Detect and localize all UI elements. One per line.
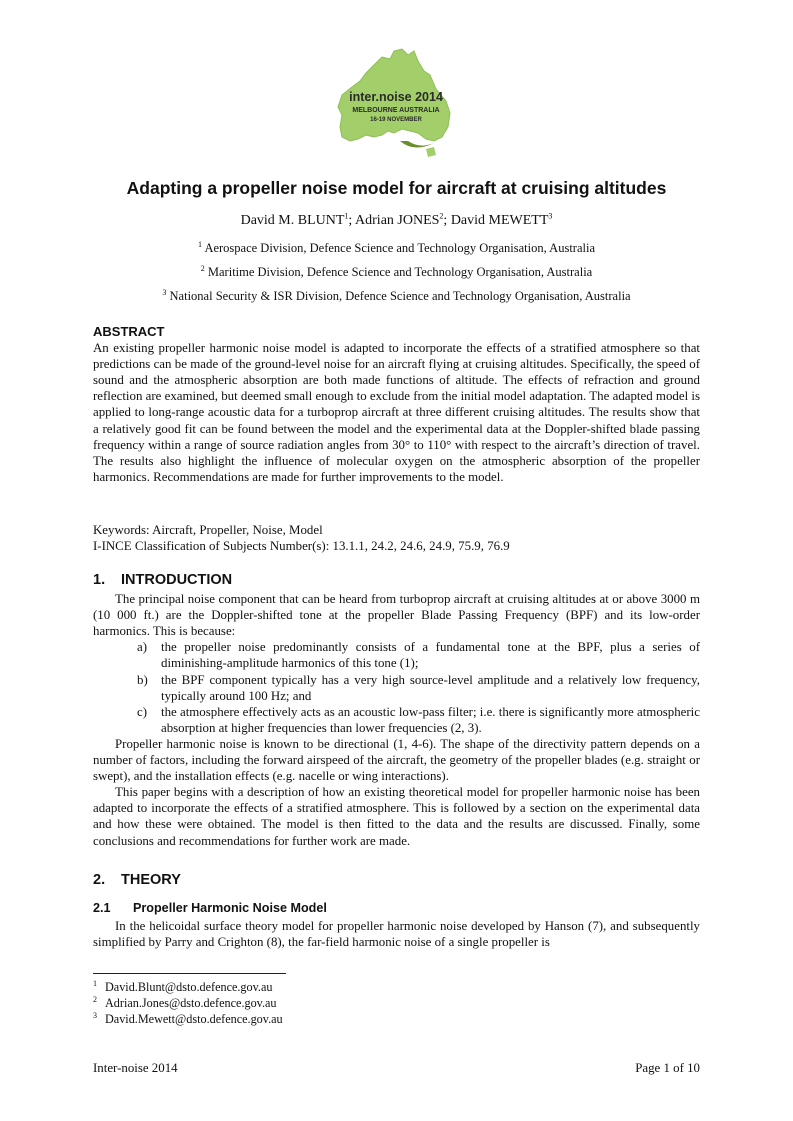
author-3-sup: 3 bbox=[548, 211, 553, 221]
boomerang-icon bbox=[400, 141, 434, 148]
logo-line3: 16-19 NOVEMBER bbox=[370, 117, 422, 123]
footnote-3-email: David.Mewett@dsto.defence.gov.au bbox=[105, 1012, 283, 1026]
list-item bbox=[93, 639, 700, 671]
affiliation-2-text: Maritime Division, Defence Science and Technology Organisation, Australia bbox=[207, 265, 593, 279]
footnote-1-email: David.Blunt@dsto.defence.gov.au bbox=[105, 980, 273, 994]
subsection-2-1-number: 2.1 bbox=[93, 901, 111, 916]
logo-line2: MELBOURNE AUSTRALIA bbox=[352, 107, 440, 114]
footnote-2-email: Adrian.Jones@dsto.defence.gov.au bbox=[105, 996, 277, 1010]
section-1-title: INTRODUCTION bbox=[121, 572, 233, 588]
conference-logo bbox=[330, 45, 462, 163]
subsection-2-1-title: Propeller Harmonic Noise Model bbox=[133, 901, 327, 916]
author-2-sup: 2 bbox=[439, 211, 444, 221]
section-2-heading bbox=[93, 872, 700, 888]
classification: I-INCE Classification of Subjects Number(s): 13.1.1, 24.2, 24.6, 24.9, 75.9, 76.9 bbox=[93, 539, 510, 554]
list-item bbox=[93, 704, 700, 736]
list-item-text: the atmosphere effectively acts as an acoustic low-pass filter; i.e. there is significantly more atmospheric absorption at higher frequencies than lower frequencies (2, 3). bbox=[161, 704, 700, 735]
footnote-1: $^1$ David.Blunt@dsto.defence.gov.au bbox=[93, 978, 273, 994]
intro-paragraph-2: Propeller harmonic noise is known to be directional (1, 4-6). The shape of the directivity pattern depends on a number of factors, including the forward airspeed of the aircraft, the geometry of the propeller blades (e.g. straight or swept), and the installation effects (e.g. nacelle or wing interactions). bbox=[93, 736, 700, 784]
abstract-heading: ABSTRACT bbox=[93, 324, 165, 339]
author-list bbox=[60, 213, 733, 229]
list-item-text: the BPF component typically has a very high source-level amplitude and a relatively low frequency, typically around 100 Hz; and bbox=[161, 672, 700, 703]
subsection-2-1-heading bbox=[93, 900, 700, 916]
section-introduction bbox=[93, 572, 700, 849]
keywords-block bbox=[93, 522, 700, 554]
affiliation-1 bbox=[40, 241, 753, 256]
list-item-text: the propeller noise predominantly consists of a fundamental tone at the BPF, plus a series of diminishing-amplitude harmonics of this tone (1); bbox=[161, 640, 700, 671]
list-marker: b) bbox=[137, 672, 148, 687]
list-item bbox=[93, 672, 700, 704]
author-2-name: Adrian JONES bbox=[355, 213, 440, 228]
author-3-name: David MEWETT bbox=[450, 213, 549, 228]
abstract-text: An existing propeller harmonic noise model is adapted to incorporate the effects of a stratified atmosphere so that predictions can be made of the ground-level noise for an aircraft flying at cruising altitudes. Specifically, the speed of sound and the atmospheric absorption are both made functions of altitude. The effects of refraction and ground reflection are examined, but deemed small enough to exclude from the initial model adaptation. The adapted model is applied to long-range acoustic data for a turboprop aircraft at three different cruising altitudes. The results show that a relatively good fit can be found between the model and the experimental data at the Doppler-shifted blade passing frequency within a range of source radiation angles from 30° to 110° with respect to the aircraft’s direction of travel. The results also highlight the influence of molecular oxygen on the atmospheric absorption of the propeller harmonics. Recommendations are made for further improvements to the model. bbox=[93, 341, 700, 484]
affiliation-3-sup: 3 bbox=[162, 287, 167, 297]
author-1-name: David M. BLUNT bbox=[240, 213, 345, 228]
affiliation-1-sup: 1 bbox=[198, 239, 202, 249]
section-1-heading bbox=[93, 572, 700, 588]
affiliation-1-text: Aerospace Division, Defence Science and Technology Organisation, Australia bbox=[204, 241, 595, 255]
list-marker: c) bbox=[137, 704, 148, 719]
author-sep: ; bbox=[348, 213, 356, 228]
affiliation-3 bbox=[40, 289, 753, 304]
footnote-rule bbox=[93, 973, 286, 974]
keywords: Keywords: Aircraft, Propeller, Noise, Model bbox=[93, 523, 323, 537]
paper-title: Adapting a propeller noise model for aircraft at cruising altitudes bbox=[126, 178, 667, 198]
intro-paragraph-3: This paper begins with a description of how an existing theoretical model for propeller harmonic noise has been adapted to incorporate the effects of a stratified atmosphere. This is followed by a section on the experimental data and how these were obtained. The model is then fitted to the data and the results are discussed. Finally, some conclusions and recommendations for further work are made. bbox=[93, 785, 700, 848]
footer-page-number: Page 1 of 10 bbox=[635, 1061, 700, 1075]
author-sep: ; bbox=[443, 213, 451, 228]
affiliation-2 bbox=[40, 265, 753, 280]
section-1-number: 1. bbox=[93, 572, 106, 588]
section-theory bbox=[93, 872, 700, 950]
theory-paragraph-1: In the helicoidal surface theory model for propeller harmonic noise developed by Hanson (7), and subsequently simplified by Parry and Crighton (8), the far-field harmonic noise of a single propeller is bbox=[93, 919, 700, 950]
section-2-number: 2. bbox=[93, 872, 106, 888]
author-1-sup: 1 bbox=[344, 211, 349, 221]
affiliation-2-sup: 2 bbox=[200, 263, 205, 273]
footnote-2: $^2$ Adrian.Jones@dsto.defence.gov.au bbox=[93, 994, 277, 1010]
tasmania-shape bbox=[426, 147, 436, 157]
footer-conference: Inter-noise 2014 bbox=[93, 1061, 178, 1075]
section-2-title: THEORY bbox=[121, 872, 181, 888]
affiliation-3-text: National Security & ISR Division, Defence Science and Technology Organisation, Australia bbox=[169, 289, 631, 303]
footnote-3: $^3$ David.Mewett@dsto.defence.gov.au bbox=[93, 1010, 283, 1026]
abstract-section bbox=[93, 324, 700, 485]
intro-paragraph-1: The principal noise component that can be heard from turboprop aircraft at cruising altitudes at or above 3000 m (10 000 ft.) are the Doppler-shifted tone at the propeller Blade Passing Frequency (BPF) and its low-order harmonics. This is because: bbox=[93, 592, 700, 639]
list-marker: a) bbox=[137, 640, 148, 655]
logo-line1: inter.noise 2014 bbox=[349, 90, 443, 104]
